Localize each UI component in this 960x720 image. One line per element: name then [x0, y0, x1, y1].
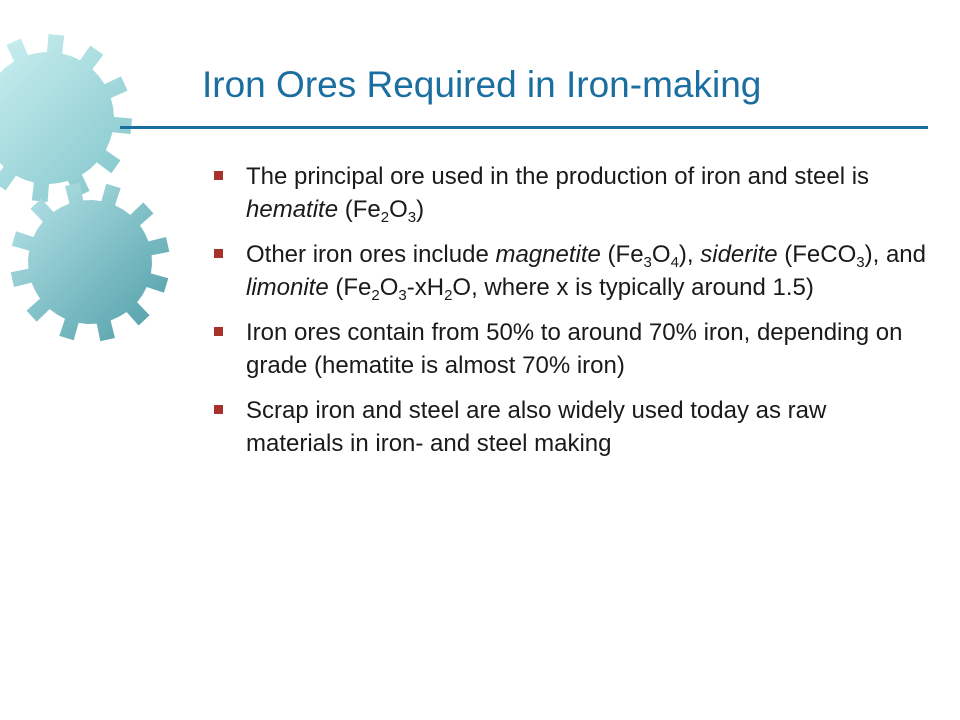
bullet-text: Scrap iron and steel are also widely used today as raw materials in iron- and steel making [246, 397, 827, 457]
bullet-text: Iron ores contain from 50% to around 70% iron, depending on grade (hematite is almost 70% iron) [246, 319, 903, 379]
subscript: 3 [643, 254, 652, 271]
bullet-text: O, where x is typically around 1.5) [452, 274, 814, 301]
bullet-text: Other iron ores include [246, 241, 496, 268]
bullet-square-icon [214, 249, 223, 258]
mineral-name: siderite [700, 241, 778, 268]
bullet-text: The principal ore used in the production of iron and steel is [246, 163, 870, 190]
bullet-text: ) [416, 196, 425, 223]
bullet-text: O [379, 274, 399, 301]
subscript: 4 [670, 254, 679, 271]
bullet-square-icon [214, 171, 223, 180]
title-divider [120, 126, 928, 129]
subscript: 2 [371, 287, 380, 304]
gear-body [0, 34, 132, 202]
bullet-text: ), [678, 241, 701, 268]
subscript: 3 [407, 209, 417, 226]
bullet-text: (Fe [338, 196, 381, 223]
bullet-text: (Fe [328, 274, 372, 301]
bullet-text: (FeCO [777, 241, 857, 268]
bullet-item [212, 160, 928, 226]
bullet-text: O [389, 196, 408, 223]
gear-body [11, 183, 170, 342]
slide-title: Iron Ores Required in Iron-making [202, 64, 762, 105]
mineral-name: limonite [246, 274, 329, 301]
bullet-square-icon [214, 405, 223, 414]
subscript: 3 [398, 287, 407, 304]
bullet-item [212, 238, 928, 304]
bullet-text: (Fe [600, 241, 644, 268]
gear-icon [0, 34, 132, 202]
mineral-name: hematite [246, 196, 339, 223]
subscript: 2 [444, 287, 453, 304]
mineral-name: magnetite [495, 241, 601, 268]
bullet-square-icon [214, 327, 223, 336]
gear-icon [11, 183, 170, 342]
bullet-text: O [651, 241, 671, 268]
gear-decoration [0, 0, 200, 360]
bullet-text: -xH [406, 274, 445, 301]
subscript: 3 [856, 254, 865, 271]
bullet-list [212, 160, 928, 472]
subscript: 2 [380, 209, 390, 226]
bullet-item [212, 316, 928, 382]
bullet-item [212, 394, 928, 460]
bullet-text: ), and [864, 241, 926, 268]
